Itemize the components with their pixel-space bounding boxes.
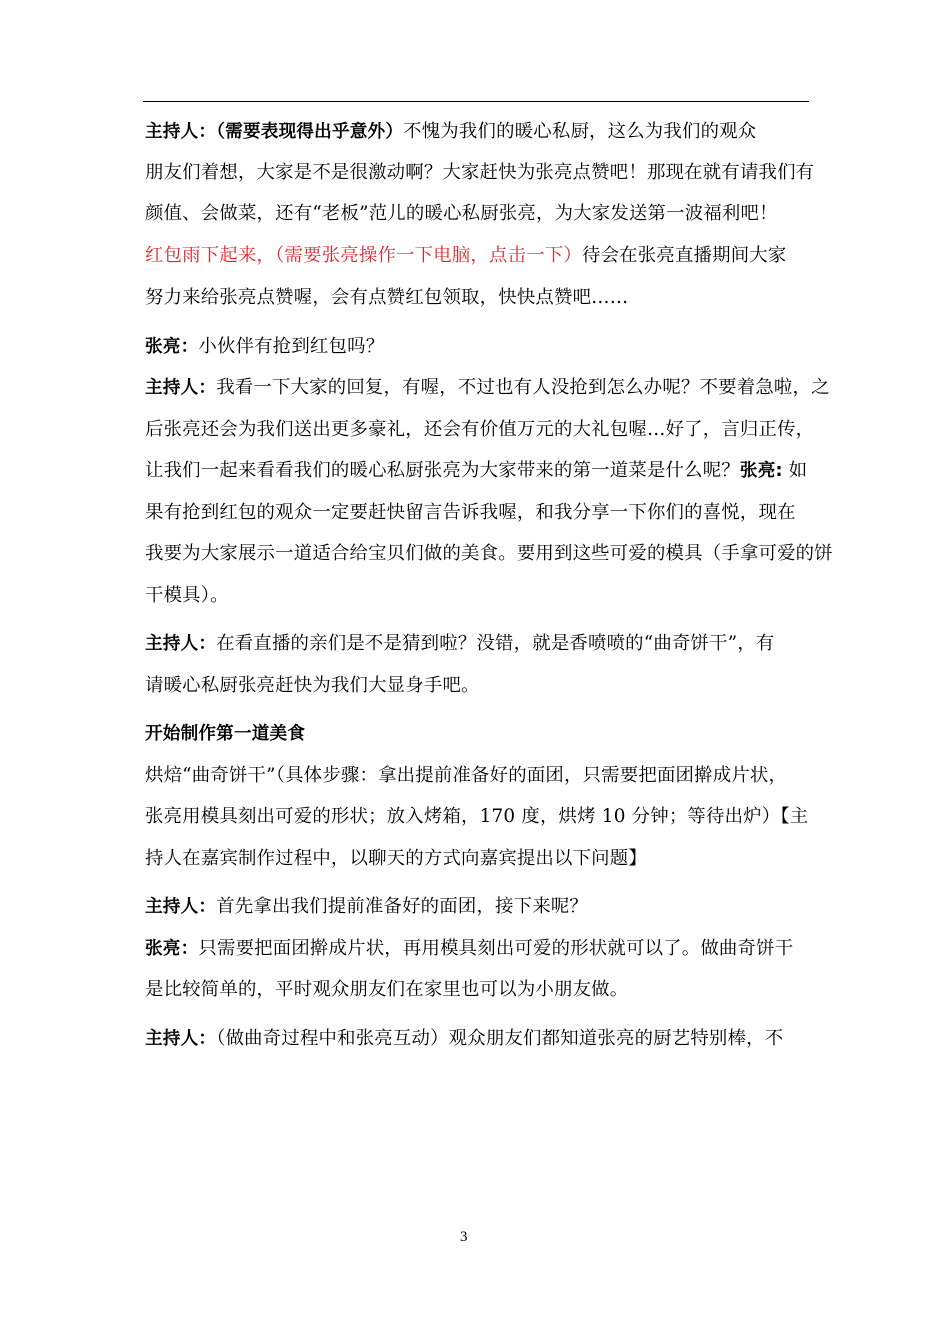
line-text: 不愧为我们的暖心私厨，这么为我们的观众: [403, 121, 757, 142]
line-text: 是比较简单的，平时观众朋友们在家里也可以为小朋友做。: [145, 979, 629, 1000]
line-19: [145, 895, 588, 919]
line-16: [145, 764, 787, 788]
line-21: [145, 978, 628, 1002]
line-text: 请暖心私厨张亮赶快为我们大显身手吧。: [145, 675, 480, 696]
speaker-label: 主持人：: [145, 634, 217, 654]
line-text: 颜值、会做菜，还有“老板”范儿的暖心私厨张亮，为大家发送第一波福利吧！: [145, 203, 778, 224]
line-text: 后张亮还会为我们送出更多豪礼，还会有价值万元的大礼包喔…好了，言归正传，: [145, 419, 815, 440]
line-text: 让我们一起来看看我们的暖心私厨张亮为大家带来的第一道菜是什么呢？: [145, 460, 740, 481]
line-text: 朋友们着想，大家是不是很激动啊？大家赶快为张亮点赞吧！那现在就有请我们有: [145, 162, 815, 183]
line-20: [145, 937, 793, 961]
line-text: 如: [788, 460, 808, 481]
line-text: 首先拿出我们提前准备好的面团，接下来呢？: [216, 896, 589, 917]
line-22: [145, 1027, 783, 1051]
stage-direction: （需要表现得出乎意外）: [216, 122, 404, 142]
line-3: [145, 202, 778, 226]
line-12: [145, 584, 229, 608]
section-heading: [145, 722, 305, 746]
line-13: [145, 632, 775, 656]
line-text: 我看一下大家的回复，有喔，不过也有人没抢到怎么办呢？不要着急啦，之: [216, 377, 830, 398]
line-2: [145, 161, 814, 185]
line-text: 持人在嘉宾制作过程中，以聊天的方式向嘉宾提出以下问题】: [145, 848, 647, 869]
speaker-label: 张亮：: [145, 939, 199, 959]
line-text: 待会在张亮直播期间大家: [581, 245, 787, 266]
page-number: 3: [460, 1229, 468, 1245]
line-18: [145, 847, 647, 871]
line-4: [145, 244, 786, 268]
line-17: [145, 805, 808, 829]
line-14: [145, 674, 480, 698]
line-text: 小伙伴有抢到红包吗？: [198, 336, 385, 357]
line-text: 我要为大家展示一道适合给宝贝们做的美食。要用到这些可爱的模具（手拿可爱的饼: [145, 543, 833, 564]
line-9: [145, 459, 807, 483]
speaker-label: 主持人：: [145, 122, 217, 142]
line-text: 只需要把面团擀成片状，再用模具刻出可爱的形状就可以了。做曲奇饼干: [198, 938, 794, 959]
line-7: [145, 376, 830, 400]
line-text: 在看直播的亲们是不是猜到啦？没错，就是香喷喷的“曲奇饼干”，有: [216, 633, 775, 654]
line-text: 果有抢到红包的观众一定要赶快留言告诉我喔，和我分享一下你们的喜悦，现在: [145, 502, 796, 523]
line-6: [145, 335, 384, 359]
heading-text: 开始制作第一道美食: [145, 724, 306, 744]
line-text: 张亮用模具刻出可爱的形状；放入烤箱，170 度，烘烤 10 分钟；等待出炉）【主: [145, 806, 809, 827]
speaker-label: 主持人：: [145, 1029, 217, 1049]
red-instruction: 红包雨下起来，（需要张亮操作一下电脑，点击一下）: [145, 245, 582, 266]
line-text: 干模具）。: [145, 585, 229, 606]
header-rule: [143, 101, 809, 102]
line-text: 烘焙“曲奇饼干”（具体步骤：拿出提前准备好的面团，只需要把面团擀成片状，: [145, 765, 788, 786]
line-11: [145, 542, 833, 566]
speaker-label: 主持人：: [145, 378, 217, 398]
line-10: [145, 501, 796, 525]
line-text: 努力来给张亮点赞喔，会有点赞红包领取，快快点赞吧……: [145, 287, 629, 308]
speaker-label: 张亮：: [145, 337, 199, 357]
speaker-label: 主持人：: [145, 897, 217, 917]
line-8: [145, 418, 814, 442]
speaker-label: 张亮:: [739, 461, 783, 481]
line-text: （做曲奇过程中和张亮互动）观众朋友们都知道张亮的厨艺特别棒，不: [216, 1028, 784, 1049]
line-1: [145, 120, 756, 144]
line-5: [145, 286, 628, 310]
